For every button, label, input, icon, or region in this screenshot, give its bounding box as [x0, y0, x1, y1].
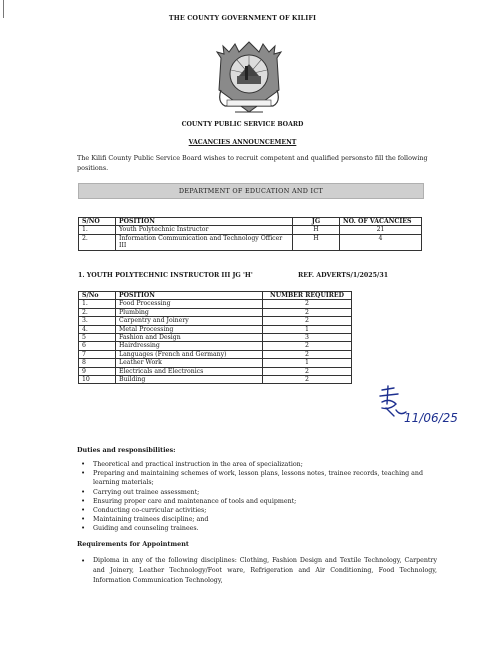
cell-sno: 3.	[79, 317, 116, 325]
cell-position: Languages (French and Germany)	[116, 350, 263, 358]
table-row	[79, 226, 422, 234]
cell-jg: H	[293, 234, 340, 250]
cell-number: 2	[263, 342, 352, 350]
table-row	[79, 234, 422, 250]
list-item: • Diploma in any of the following disciplines: Clothing, Fashion Design and Textile Technology, Carpentry and Joinery, Leather Technology/Foot ware, Refrigeration and Air Conditioning, Food Technology, Information Communication Technology,	[77, 556, 437, 586]
requirements-heading: Requirements for Appointment	[77, 540, 189, 548]
cell-position: Fashion and Design	[116, 334, 263, 342]
list-item: • Ensuring proper care and maintenance of tools and equipment;	[77, 497, 437, 506]
table-row	[79, 350, 352, 358]
col-header-position: POSITION	[116, 218, 293, 226]
table-row	[79, 359, 352, 367]
government-title: THE COUNTY GOVERNMENT OF KILIFI	[168, 14, 317, 22]
cell-sno: 5	[79, 334, 116, 342]
list-item: • Theoretical and practical instruction in the area of specialization;	[77, 460, 437, 469]
list-item: • Guiding and counseling trainees.	[77, 524, 437, 533]
cell-sno: 2.	[79, 308, 116, 316]
handwritten-signature-icon	[370, 382, 460, 432]
intro-paragraph: The Kilifi County Public Service Board wishes to recruit competent and qualified personsto fill the following positions.	[77, 154, 428, 172]
cell-vacancies: 4	[340, 234, 422, 250]
vacancies-table	[78, 217, 422, 251]
cell-position: Youth Polytechnic Instructor	[116, 226, 293, 234]
cell-sno: 10	[79, 376, 116, 384]
cell-position: Information Communication and Technology Officer III	[116, 234, 293, 250]
cell-vacancies: 21	[340, 226, 422, 234]
list-item: • Carrying out trainee assessment;	[77, 488, 437, 497]
cell-position: Leather Work	[116, 359, 263, 367]
cell-number: 2	[263, 367, 352, 375]
cell-sno: 4.	[79, 325, 116, 333]
list-item: • Conducting co-curricular activities;	[77, 506, 437, 515]
cell-number: 2	[263, 300, 352, 308]
col-header-position: POSITION	[116, 292, 263, 300]
cell-sno: 1.	[79, 226, 116, 234]
list-item: • Maintaining trainees discipline; and	[77, 515, 437, 524]
table-row	[79, 308, 352, 316]
list-item: • Preparing and maintaining schemes of work, lesson plans, lessons notes, trainee records, teaching and learning materials;	[77, 469, 437, 487]
table-row	[79, 334, 352, 342]
table-header-row	[79, 218, 422, 226]
positions-table	[78, 291, 352, 384]
requirements-list	[77, 556, 437, 586]
cell-number: 1	[263, 325, 352, 333]
table-row	[79, 300, 352, 308]
cell-sno: 6	[79, 342, 116, 350]
cell-position: Food Processing	[116, 300, 263, 308]
cell-sno: 8	[79, 359, 116, 367]
table-row	[79, 342, 352, 350]
cell-sno: 9	[79, 367, 116, 375]
table-row	[79, 317, 352, 325]
cell-number: 2	[263, 317, 352, 325]
col-header-vacancies: NO. OF VACANCIES	[340, 218, 422, 226]
cell-position: Electricals and Electronics	[116, 367, 263, 375]
section-heading	[78, 272, 438, 279]
cell-position: Metal Processing	[116, 325, 263, 333]
department-banner: DEPARTMENT OF EDUCATION AND ICT	[78, 183, 424, 199]
cell-jg: H	[293, 226, 340, 234]
cell-position: Carpentry and Joinery	[116, 317, 263, 325]
signature-date: 11/06/25	[404, 411, 458, 425]
col-header-jg: JG	[293, 218, 340, 226]
cell-sno: 7	[79, 350, 116, 358]
cell-sno: 2.	[79, 234, 116, 250]
cell-number: 2	[263, 308, 352, 316]
cell-number: 3	[263, 334, 352, 342]
cell-number: 2	[263, 350, 352, 358]
table-row	[79, 325, 352, 333]
duties-heading: Duties and responsibilities:	[77, 446, 176, 454]
col-header-sno: S/No	[79, 292, 116, 300]
duties-list	[77, 460, 437, 534]
reference-number: REF. ADVERTS/1/2025/31	[298, 272, 389, 279]
table-row	[79, 376, 352, 384]
announcement-title: VACANCIES ANNOUNCEMENT	[188, 139, 297, 146]
board-title: COUNTY PUBLIC SERVICE BOARD	[181, 121, 304, 128]
county-seal-icon	[215, 40, 283, 118]
section-title: 1. YOUTH POLYTECHNIC INSTRUCTOR III JG 'H'	[78, 272, 253, 279]
cell-position: Building	[116, 376, 263, 384]
col-header-sno: S/NO	[79, 218, 116, 226]
table-row	[79, 367, 352, 375]
cell-position: Hairdressing	[116, 342, 263, 350]
col-header-number-required: NUMBER REQUIRED	[263, 292, 352, 300]
cell-sno: 1.	[79, 300, 116, 308]
cell-number: 1	[263, 359, 352, 367]
cell-position: Plumbing	[116, 308, 263, 316]
cell-number: 2	[263, 376, 352, 384]
table-header-row	[79, 292, 352, 300]
